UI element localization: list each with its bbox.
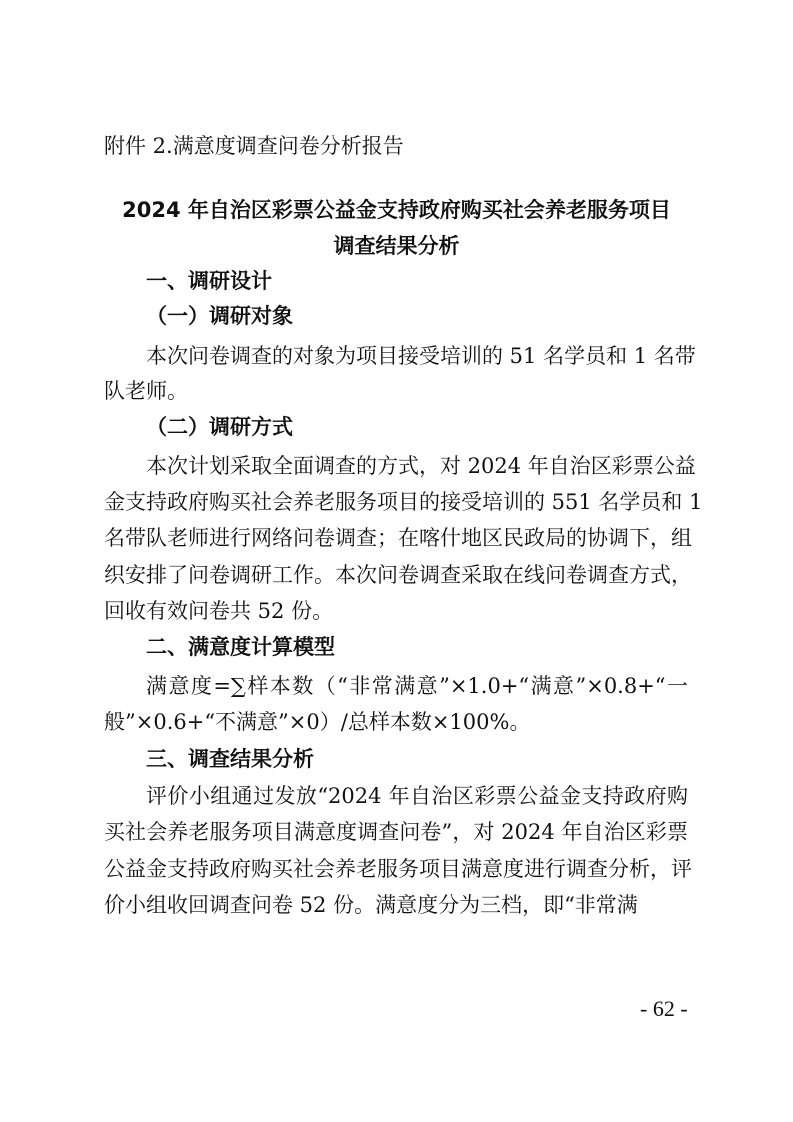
paragraph-line: 评价小组通过发放“2024 年自治区彩票公益金支持政府购: [146, 784, 688, 808]
document-title-line-1: 2024 年自治区彩票公益金支持政府购买社会养老服务项目: [122, 198, 671, 222]
subsection-2-heading: （二）调研方式: [146, 415, 293, 439]
paragraph-line: 本次计划采取全面调查的方式，对 2024 年自治区彩票公益: [146, 454, 696, 478]
paragraph-line: 队老师。: [104, 379, 188, 403]
paragraph-line: 买社会养老服务项目满意度调查问卷”，对 2024 年自治区彩票: [104, 820, 688, 844]
paragraph-line: 织安排了问卷调研工作。本次问卷调查采取在线问卷调查方式，: [104, 563, 692, 587]
paragraph-line: 回收有效问卷共 52 份。: [104, 599, 334, 623]
page-number: - 62 -: [640, 996, 688, 1021]
section-1-heading: 一、调研设计: [146, 269, 272, 293]
paragraph-line: 名带队老师进行网络问卷调查；在喀什地区民政局的协调下，组: [104, 526, 692, 550]
section-2-heading: 二、满意度计算模型: [146, 635, 335, 659]
paragraph-line: 般”×0.6+“不满意”×0）/总样本数×100%。: [104, 710, 531, 734]
paragraph-line: 本次问卷调查的对象为项目接受培训的 51 名学员和 1 名带: [146, 344, 696, 368]
paragraph-line: 价小组收回调查问卷 52 份。满意度分为三档，即“非常满: [104, 893, 638, 917]
paragraph-line: 公益金支持政府购买社会养老服务项目满意度进行调查分析，评: [104, 857, 692, 881]
attachment-label: 附件 2.满意度调查问卷分析报告: [104, 134, 404, 158]
section-3-heading: 三、调查结果分析: [146, 747, 314, 771]
paragraph-line: 金支持政府购买社会养老服务项目的接受培训的 551 名学员和 1: [104, 490, 703, 514]
subsection-1-heading: （一）调研对象: [146, 304, 293, 328]
paragraph-line: 满意度=∑样本数（“非常满意”×1.0+“满意”×0.8+“一: [146, 674, 688, 698]
document-title-line-2: 调查结果分析: [333, 234, 460, 258]
